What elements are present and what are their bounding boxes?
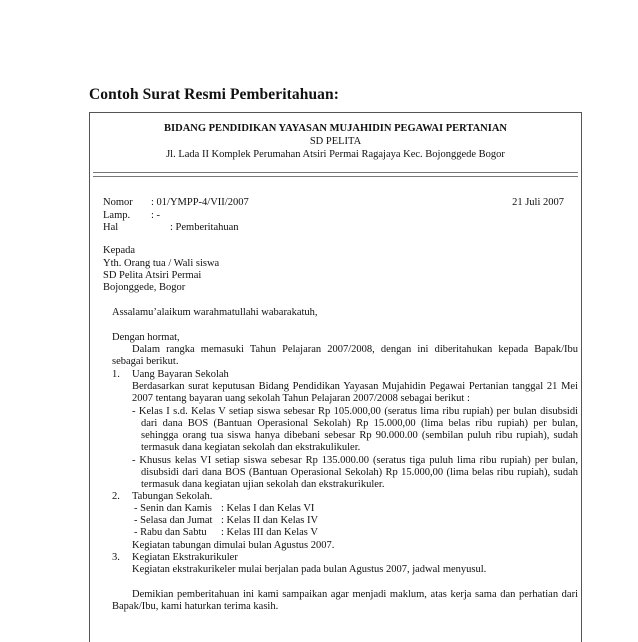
schedule-days: - Selasa dan Jumat — [134, 515, 213, 526]
bullet-line: - Kelas I s.d. Kelas V setiap siswa sebesar Rp 105.000,00 (seratus lima ribu rupiah) per bulan disubsidi — [132, 406, 578, 417]
item-title: Tabungan Sekolah. — [132, 491, 213, 502]
nomor-label: Nomor — [103, 197, 133, 208]
closing-line: Demikian pemberitahuan ini kami sampaikan agar menjadi maklum, atas kerja sama dan perhatian dari — [132, 589, 578, 600]
letterhead-organization: BIDANG PENDIDIKAN YAYASAN MUJAHIDIN PEGAWAI PERTANIAN — [164, 123, 507, 134]
letter-frame — [89, 112, 582, 642]
item-paragraph: Kegiatan ekstrakurikeler mulai berjalan pada bulan Agustus 2007, jadwal menyusul. — [132, 564, 487, 575]
schedule-days: - Rabu dan Sabtu — [134, 527, 207, 538]
schedule-classes: : Kelas I dan Kelas VI — [221, 503, 315, 514]
lamp-value: : - — [151, 210, 161, 221]
intro-line: sebagai berikut. — [112, 356, 179, 367]
item-paragraph: Berdasarkan surat keputusan Bidang Pendidikan Yayasan Mujahidin Pegawai Pertanian tanggal 21 Mei — [132, 381, 578, 392]
letterhead-address: Jl. Lada II Komplek Perumahan Atsiri Permai Ragajaya Kec. Bojonggede Bogor — [166, 149, 505, 160]
item-number: 3. — [112, 552, 120, 563]
schedule-days: - Senin dan Kamis — [134, 503, 212, 514]
bullet-line: termasuk dana kegiatan sekolah dan ekstrakulikuler. — [141, 442, 361, 453]
item-title: Uang Bayaran Sekolah — [132, 369, 229, 380]
schedule-classes: : Kelas III dan Kelas V — [221, 527, 318, 538]
bullet-line: dari dana BOS (Bantuan Operasional Sekolah) Rp 15.000,00 (lima belas ribu rupiah) per bulan, — [141, 418, 578, 429]
greeting: Assalamu’alaikum warahmatullahi wabarakatuh, — [112, 307, 318, 318]
bullet-line: termasuk dana kegiatan ujian sekolah dan ekstrakurikuler. — [141, 479, 385, 490]
item-number: 2. — [112, 491, 120, 502]
item-note: Kegiatan tabungan dimulai bulan Agustus 2007. — [132, 540, 335, 551]
closing-line: Bapak/Ibu, kami haturkan terima kasih. — [112, 601, 279, 612]
hal-label: Hal — [103, 222, 119, 233]
schedule-classes: : Kelas II dan Kelas IV — [221, 515, 319, 526]
letter-date: 21 Juli 2007 — [512, 197, 564, 208]
hal-value: : Pemberitahuan — [170, 222, 239, 233]
item-number: 1. — [112, 369, 120, 380]
recipient-line: Kepada — [103, 245, 136, 256]
bullet-line: sehingga orang tua siswa hanya dibebani sebesar Rp 90.000.00 (sembilan puluh ribu rupiah), sudah — [141, 430, 578, 441]
bullet-line: disubsidi dari dana BOS (Bantuan Operasional Sekolah) Rp 15.000,00 (lima belas ribu rupiah), sudah — [141, 467, 578, 478]
recipient-line: Yth. Orang tua / Wali siswa — [103, 258, 220, 269]
recipient-line: Bojonggede, Bogor — [103, 282, 186, 293]
intro-line: Dalam rangka memasuki Tahun Pelajaran 2007/2008, dengan ini diberitahukan kepada Bapak/Ibu — [132, 344, 578, 355]
lamp-label: Lamp. — [103, 210, 131, 221]
letterhead-divider — [93, 172, 578, 177]
letterhead-school: SD PELITA — [309, 136, 362, 147]
salutation: Dengan hormat, — [112, 332, 180, 343]
bullet-line: - Khusus kelas VI setiap siswa sebesar Rp 135.000.00 (seratus tiga puluh lima ribu rupiah) per bulan, — [132, 455, 578, 466]
recipient-line: SD Pelita Atsiri Permai — [103, 270, 202, 281]
item-paragraph: 2007 tentang bayaran uang sekolah Tahun Pelajaran 2007/2008 sebagai berikut : — [132, 393, 470, 404]
item-title: Kegiatan Ekstrakurikuler — [132, 552, 238, 563]
nomor-value: : 01/YMPP-4/VII/2007 — [151, 197, 249, 208]
page-heading: Contoh Surat Resmi Pemberitahuan: — [89, 86, 340, 103]
